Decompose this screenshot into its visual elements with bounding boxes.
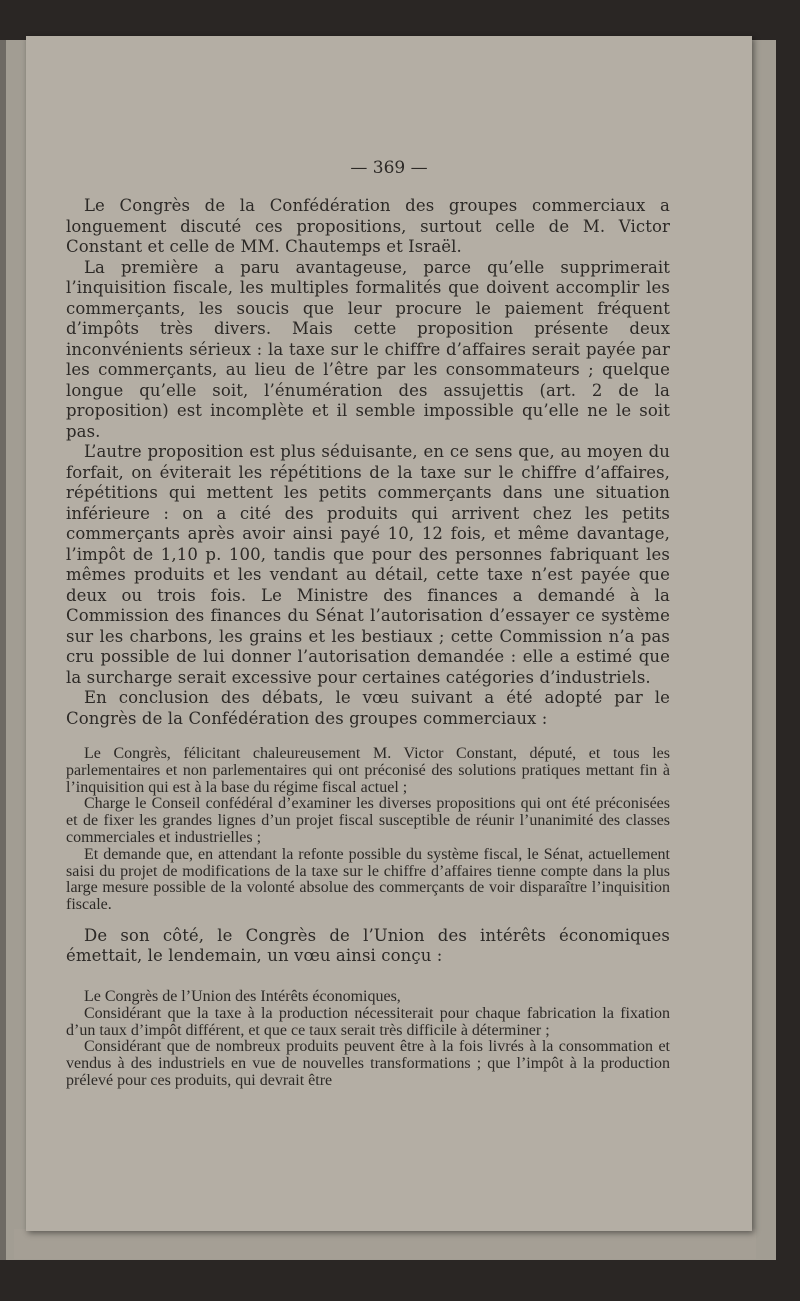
prose-block-2	[66, 926, 670, 967]
resolution-clause: Et demande que, en attendant la refonte possible du système fiscal, le Sénat, actuellement saisi du projet de modifications de la taxe sur le chiffre d’affaires tienne compte dans la plus large mesure possible de la volonté absolue des commerçants de voir disparaître l’inquisition fiscale.	[66, 845, 670, 914]
page-edge	[14, 1229, 756, 1259]
resolution-clause: Considérant que de nombreux produits peuvent être à la fois livrés à la consommation et vendus à des industriels en vue de nouvelles transformations ; que l’impôt à la production prélevé pour ces produits, qui devrait être	[66, 1038, 670, 1089]
page-number: — 369 —	[350, 158, 428, 178]
paragraph: De son côté, le Congrès de l’Union des intérêts économiques émettait, le lendemain, un vœu ainsi conçu :	[66, 925, 670, 966]
document-page	[26, 36, 752, 1231]
body-text	[66, 196, 670, 1090]
resolution-clause: Le Congrès, félicitant chaleureusement M. Victor Constant, député, et tous les parlementaires et non parlementaires qui ont préconisé des solutions pratiques mettant fin à l’inquisition qui est à la base du régime fiscal actuel ;	[66, 745, 670, 796]
paragraph: La première a paru avantageuse, parce qu’elle supprimerait l’inquisition fiscale, les multiples formalités que doivent accomplir les commerçants, les soucis que leur procure le paiement fréquent d’impôts très divers. Mais cette proposition présente deux inconvénients sérieux : la taxe sur le chiffre d’affaires serait payée par les commerçants, au lieu de l’être par les consommateurs ; quelque longue qu’elle soit, l’énumération des assujettis (art. 2 de la proposition) est incomplète et il semble impossible qu’elle ne le soit pas.	[66, 257, 670, 441]
resolution-clause: Considérant que la taxe à la production nécessiterait pour chaque fabrication la fixation d’un taux d’impôt différent, et que ce taux serait très difficile à déterminer ;	[66, 1004, 670, 1039]
paragraph: Le Congrès de la Confédération des groupes commerciaux a longuement discuté ces propositions, surtout celle de M. Victor Constant et celle de MM. Chautemps et Israël.	[66, 196, 670, 256]
resolution-block-1	[66, 746, 670, 914]
prose-block-1	[66, 196, 670, 729]
paragraph: En conclusion des débats, le vœu suivant a été adopté par le Congrès de la Confédération des groupes commerciaux :	[66, 688, 670, 728]
resolution-clause: Charge le Conseil confédéral d’examiner les diverses propositions qui ont été préconisées et de fixer les grandes lignes d’un projet fiscal susceptible de réunir l’unanimité des classes commerciales et industrielles ;	[66, 795, 670, 846]
resolution-clause: Le Congrès de l’Union des Intérêts économiques,	[84, 987, 401, 1005]
paragraph: L’autre proposition est plus séduisante, en ce sens que, au moyen du forfait, on éviterait les répétitions de la taxe sur le chiffre d’affaires, répétitions qui mettent les petits commerçants dans une situation inférieure : on a cité des produits qui arrivent chez les petits commerçants après avoir ainsi payé 10, 12 fois, et même davantage, l’impôt de 1,10 p. 100, tandis que pour des personnes fabriquant les mêmes produits et les vendant au détail, cette taxe n’est payée que deux ou trois fois. Le Ministre des finances a demandé à la Commission des finances du Sénat l’autorisation d’essayer ce système sur les charbons, les grains et les bestiaux ; cette Commission n’a pas cru possible de lui donner l’autorisation demandée : elle a estimé que la surcharge serait excessive pour certaines catégories d’industriels.	[66, 442, 670, 687]
resolution-block-2	[66, 989, 670, 1090]
